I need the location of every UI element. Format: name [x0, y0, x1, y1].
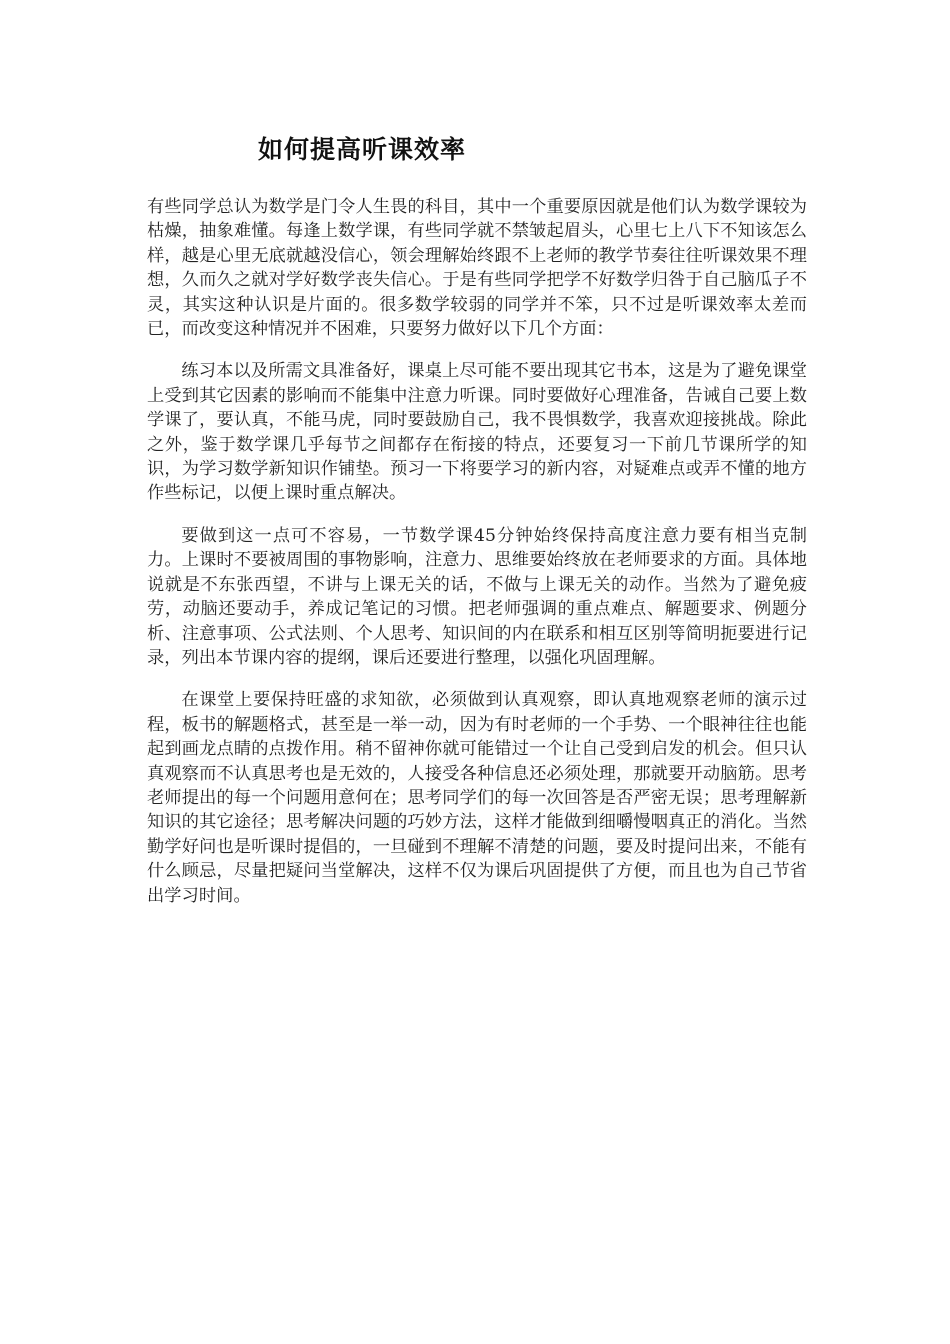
attention-paragraph: 要做到这一点可不容易，一节数学课45分钟始终保持高度注意力要有相当克制力。上课时不要被周围的事物影响，注意力、思维要始终放在老师要求的方面。具体地说就是不东张西望，不讲与上课无关的话，不做与上课无关的动作。当然为了避免疲劳，动脑还要动手，养成记笔记的习惯。把老师强调的重点难点、解题要求、例题分析、注意事项、公式法则、个人思考、知识间的内在联系和相互区别等简明扼要进行记录，列出本节课内容的提纲，课后还要进行整理，以强化巩固理解。 — [147, 525, 807, 668]
document-title: 如何提高听课效率 — [258, 135, 467, 164]
document-body — [147, 195, 807, 926]
observation-paragraph: 在课堂上要保持旺盛的求知欲，必须做到认真观察，即认真地观察老师的演示过程，板书的解题格式，甚至是一举一动，因为有时老师的一个手势、一个眼神往往也能起到画龙点睛的点拨作用。稍不留神你就可能错过一个让自己受到启发的机会。但只认真观察而不认真思考也是无效的，人接受各种信息还必须处理，那就要开动脑筋。思考老师提出的每一个问题用意何在；思考同学们的每一次回答是否严密无误；思考理解新知识的其它途径；思考解决问题的巧妙方法，这样才能做到细嚼慢咽真正的消化。当然勤学好问也是听课时提倡的，一旦碰到不理解不清楚的问题，要及时提问出来，不能有什么顾忌，尽量把疑问当堂解决，这样不仅为课后巩固提供了方便，而且也为自己节省出学习时间。 — [147, 690, 807, 906]
intro-paragraph: 有些同学总认为数学是门令人生畏的科目，其中一个重要原因就是他们认为数学课较为枯燥，抽象难懂。每逢上数学课，有些同学就不禁皱起眉头，心里七上八下不知该怎么样，越是心里无底就越没信心，领会理解始终跟不上老师的教学节奏往往听课效果不理想，久而久之就对学好数学丧失信心。于是有些同学把学不好数学归咎于自己脑瓜子不灵，其实这种认识是片面的。很多数学较弱的同学并不笨，只不过是听课效率太差而已，而改变这种情况并不困难，只要努力做好以下几个方面： — [147, 197, 807, 340]
preparation-paragraph: 练习本以及所需文具准备好，课桌上尽可能不要出现其它书本，这是为了避免课堂上受到其它因素的影响而不能集中注意力听课。同时要做好心理准备，告诫自己要上数学课了，要认真，不能马虎，同时要鼓励自己，我不畏惧数学，我喜欢迎接挑战。除此之外，鉴于数学课几乎每节之间都存在衔接的特点，还要复习一下前几节课所学的知识，为学习数学新知识作铺垫。预习一下将要学习的新内容，对疑难点或弄不懂的地方作些标记，以便上课时重点解决。 — [147, 361, 807, 504]
